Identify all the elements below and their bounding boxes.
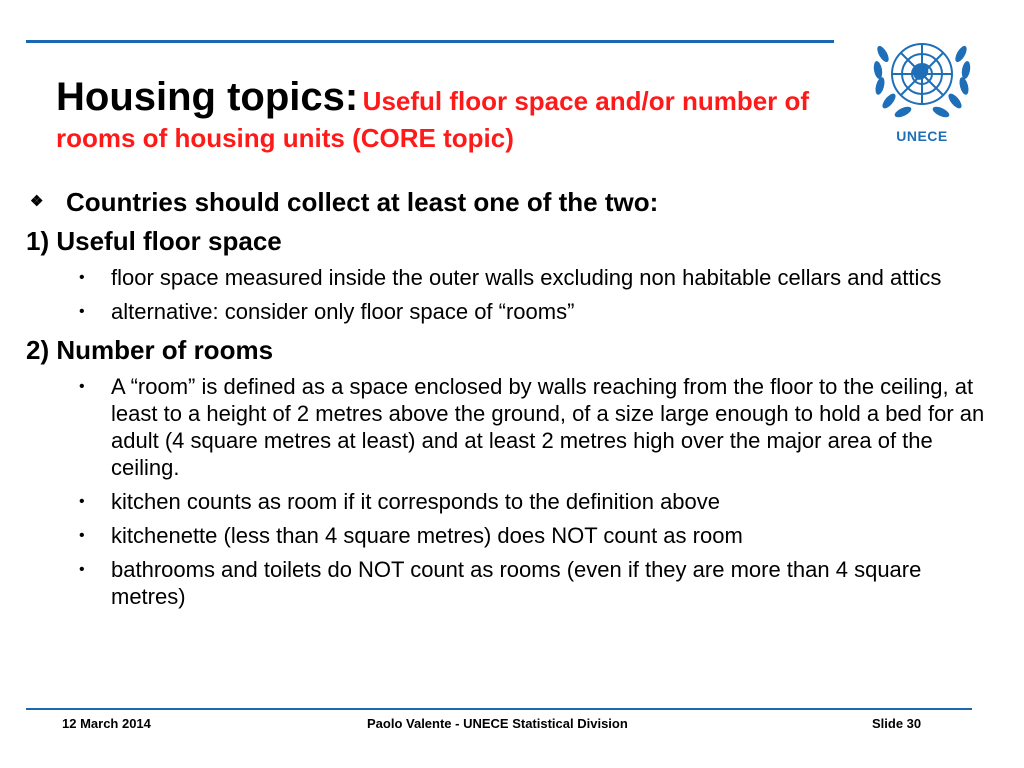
list-item-text: kitchen counts as room if it corresponds to the definition above	[111, 489, 721, 514]
bullet-icon: •	[79, 269, 85, 286]
list-item	[26, 556, 986, 610]
list-item-text: kitchenette (less than 4 square metres) does NOT count as room	[111, 523, 743, 548]
list-item-text: A “room” is defined as a space enclosed by walls reaching from the floor to the ceiling, at least to a height of 2 metres above the ground, of a size large enough to hold a bed for an adult (4 square metres at least) and at least 2 metres high over the major area of the ceiling.	[111, 374, 985, 480]
bullet-icon: •	[79, 493, 85, 510]
list-item	[26, 264, 986, 291]
section-heading: 2) Number of rooms	[26, 335, 274, 365]
unece-logo	[861, 24, 983, 152]
diamond-bullet-icon: ❖	[30, 193, 44, 210]
lead-text: Countries should collect at least one of the two:	[66, 187, 659, 217]
footer-slide-number: Slide 30	[872, 716, 922, 731]
slide-title	[56, 72, 846, 155]
bullet-list	[26, 264, 986, 325]
bottom-divider	[26, 708, 972, 710]
logo-text: UNECE	[896, 128, 948, 144]
list-item	[26, 298, 986, 325]
title-subtitle: Useful floor space and/or number of rooms of housing units (CORE topic)	[56, 86, 810, 153]
list-item	[26, 488, 986, 515]
title-main: Housing topics:	[56, 75, 359, 119]
top-divider	[26, 40, 834, 43]
footer-author: Paolo Valente - UNECE Statistical Division	[367, 716, 628, 731]
list-item	[26, 373, 986, 481]
un-emblem-icon	[861, 24, 983, 128]
bullet-icon: •	[79, 378, 85, 395]
list-item-text: alternative: consider only floor space of “rooms”	[111, 299, 575, 324]
section-heading: 1) Useful floor space	[26, 226, 282, 256]
lead-point	[26, 184, 986, 220]
bullet-icon: •	[79, 527, 85, 544]
bullet-icon: •	[79, 561, 85, 578]
bullet-icon: •	[79, 303, 85, 320]
footer-date: 12 March 2014	[62, 716, 151, 731]
bullet-list	[26, 373, 986, 610]
slide-content	[26, 184, 986, 618]
list-item-text: bathrooms and toilets do NOT count as rooms (even if they are more than 4 square metres)	[111, 557, 922, 609]
list-item	[26, 522, 986, 549]
list-item-text: floor space measured inside the outer walls excluding non habitable cellars and attics	[111, 265, 942, 290]
